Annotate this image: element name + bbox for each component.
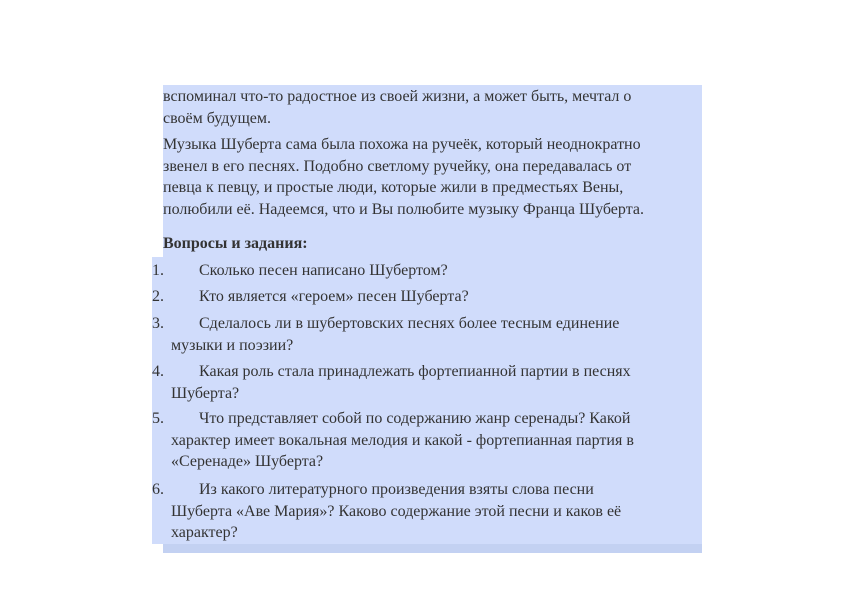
question-text: Сделалось ли в шубертовских песнях более тесным единение музыки и поэзии? bbox=[171, 315, 620, 354]
question-text: Что представляет собой по содержанию жанр серенады? Какой характер имеет вокальная мелодия и какой - фортепианная партия в «Серенаде» Шуберта? bbox=[171, 410, 634, 470]
question-text: Кто является «героем» песен Шуберта? bbox=[199, 288, 469, 305]
question-number: 3. bbox=[152, 315, 164, 332]
question-text: Сколько песен написано Шубертом? bbox=[199, 262, 448, 279]
question-number: 4. bbox=[152, 363, 164, 380]
question-text: Какая роль стала принадлежать фортепианной партии в песнях Шуберта? bbox=[171, 363, 631, 402]
question-text: Из какого литературного произведения взяты слова песни Шуберта «Аве Мария»? Каково содержание этой песни и каков её характер? bbox=[171, 481, 622, 541]
question-number: 5. bbox=[152, 410, 164, 427]
questions-heading: Вопросы и задания: bbox=[163, 235, 308, 252]
paragraph-schubert-music: Музыка Шуберта сама была похожа на ручеёк, который неоднократно звенел в его песнях. Подобно светлому ручейку, она передавалась от певца к певцу, и простые люди, которые жили в предместьях Вены, полюбили её. Надеемся, что и Вы полюбите музыку Франца Шуберта. bbox=[163, 136, 644, 218]
paragraph-intro-continuation: вспоминал что-то радостное из своей жизни, а может быть, мечтал о своём будущем. bbox=[163, 88, 632, 127]
question-number: 1. bbox=[152, 262, 164, 279]
text-box-bottom-edge bbox=[163, 544, 702, 553]
question-number: 2. bbox=[152, 288, 164, 305]
question-number: 6. bbox=[152, 481, 164, 498]
